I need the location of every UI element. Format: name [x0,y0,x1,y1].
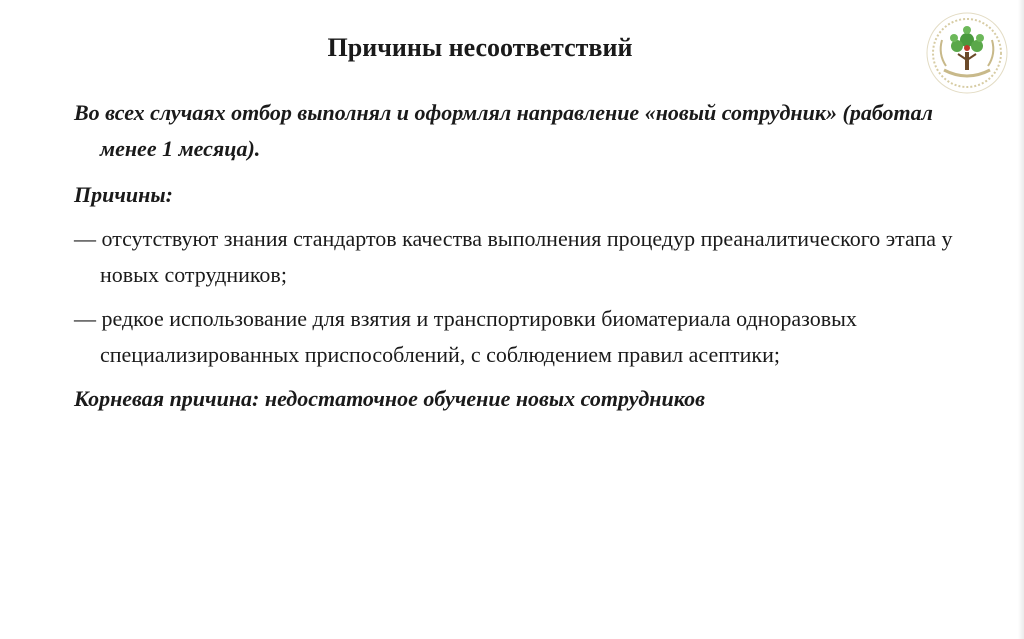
slide-content [74,95,954,417]
slide-title: Причины несоответствий [327,33,633,62]
root-cause-paragraph: Корневая причина: недостаточное обучение новых сотрудников [74,386,705,411]
slide-edge-shadow [1018,0,1024,639]
cause-item-knowledge: — отсутствуют знания стандартов качества выполнения процедур преаналитического этапа у новых сотрудников; [74,226,953,287]
causes-heading: Причины: [74,182,173,207]
cause-item-devices: — редкое использование для взятия и транспортировки биоматериала одноразовых специализированных приспособлений, с соблюдением правил асептики; [74,306,857,367]
intro-paragraph: Во всех случаях отбор выполнял и оформлял направление «новый сотрудник» (работал менее 1 месяца). [74,100,933,161]
tree-emblem-icon [924,10,1010,96]
